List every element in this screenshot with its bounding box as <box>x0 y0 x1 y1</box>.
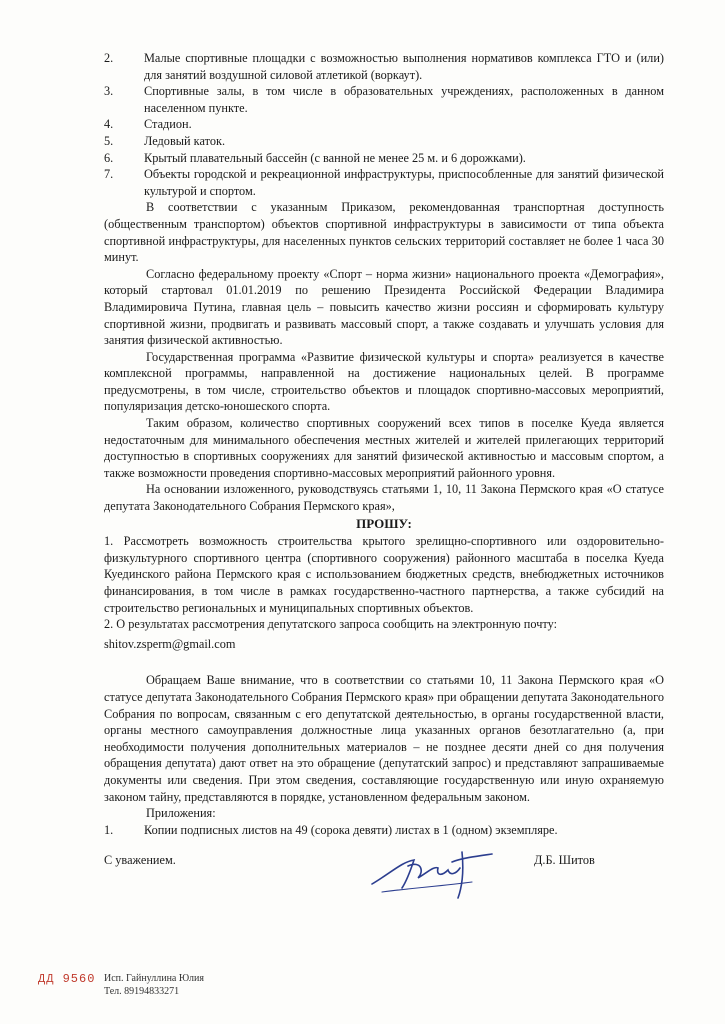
executor-phone: Тел. 89194833271 <box>104 986 180 997</box>
list-item <box>104 166 664 199</box>
executor-name: Исп. Гайнуллина Юлия <box>104 973 204 984</box>
list-item <box>104 150 664 167</box>
list-item-text: Спортивные залы, в том числе в образовательных учреждениях, расположенных в данном населенном пункте. <box>144 84 664 115</box>
executor-info <box>104 972 204 998</box>
list-item-text: Крытый плавательный бассейн (с ванной не менее 25 м. и 6 дорожками). <box>144 150 526 165</box>
list-item-number: 6. <box>104 150 114 165</box>
list-item-number: 4. <box>104 117 114 132</box>
paragraph-basis: На основании изложенного, руководствуясь статьями 1, 10, 11 Закона Пермского края «О статусе депутата Законодательного Собрания Пермского края», <box>104 482 664 514</box>
spacer <box>104 652 664 672</box>
paragraph-federal-project: Согласно федеральному проекту «Спорт – норма жизни» национального проекта «Демография», который стартовал 01.01.2019 по решению Президента Российской Федерации Владимира Владимировича Путина, главная цель – повысить качество жизни россиян и сформировать культуру спортивной жизни, продвигать и развивать массовый спорт, а также создавать и улучшать условия для занятия физической активностью. <box>104 266 664 348</box>
handwritten-signature <box>362 832 502 902</box>
paragraph-state-program: Государственная программа «Развитие физической культуры и спорта» реализуется в качестве комплексной программы, направленной на достижение национальных целей. В программе предусмотрены, в том числе, строительство объектов и площадок спортивно-массовых мероприятий, популяризация детско-юношеского спорта. <box>104 349 664 414</box>
list-item-number: 3. <box>104 84 114 99</box>
list-item-text: Стадион. <box>144 117 192 132</box>
document-body <box>104 50 664 902</box>
request-heading: ПРОШУ: <box>356 515 412 531</box>
registration-stamp: ДД 9560 <box>38 972 96 986</box>
paragraph-conclusion: Таким образом, количество спортивных сооружений всех типов в поселке Куеда является недостаточным для минимального обеспечения местных жителей и жителей прилегающих территорий доступностью в спортивных сооружениях для занятий физической активностью и массовым спортом, а также возможности проведения спортивно-массовых мероприятий районного уровня. <box>104 416 664 480</box>
list-item <box>104 83 664 116</box>
paragraph-transport: В соответствии с указанным Приказом, рекомендованная транспортная доступность (общественным транспортом) объектов спортивной инфраструктуры в зависимости от типа объекта спортивной инфраструктуры, для населенных пунктов сельских территорий составляет не более 1 часа 30 минут. <box>104 200 664 265</box>
email-address: shitov.zsperm@gmail.com <box>104 636 236 651</box>
list-item-number: 2. <box>104 51 114 65</box>
signatory-name: Д.Б. Шитов <box>534 853 595 868</box>
attachment-text: Копии подписных листов на 49 (сорока девяти) листах в 1 (одном) экземпляре. <box>144 822 558 837</box>
signature-block <box>104 852 664 902</box>
list-item-text: Объекты городской и рекреационной инфраструктуры, приспособленные для занятий физической культурой и спортом. <box>144 167 664 198</box>
list-item-number: 7. <box>104 167 114 182</box>
attachment-number: 1. <box>104 822 114 837</box>
list-item-text: Ледовый каток. <box>144 133 226 148</box>
request-item-2: 2. О результатах рассмотрения депутатского запроса сообщить на электронную почту: <box>104 617 557 632</box>
notice-paragraph: Обращаем Ваше внимание, что в соответствии со статьями 10, 11 Закона Пермского края «О статусе депутата Законодательного Собрания Пермского края» при обращении депутата Законодательного Собрания по вопросам, связанным с его депутатской деятельностью, в органы государственной власти, органы местного самоуправления должностные лица указанных органов безотлагательно (а, при необходимости получения дополнительных материалов – не позднее десяти дней со дня получения обращения депутата) дают ответ на это обращение (депутатский запрос) и представляют запрашиваемые документы или сведения. При этом сведения, составляющие государственную или иную охраняемую законом тайну, представляются в порядке, установленном федеральным законом. <box>104 673 664 804</box>
attachments-heading: Приложения: <box>146 806 216 821</box>
list-item-text: Малые спортивные площадки с возможностью выполнения нормативов комплекса ГТО и (или) для занятий воздушной силовой атлетикой (воркаут). <box>144 51 664 82</box>
list-item <box>104 50 664 83</box>
request-item-1: 1. Рассмотреть возможность строительства крытого зрелищно-спортивного или оздоровительно-физкультурного спортивного центра (спортивного сооружения) районного масштаба в поселка Куеда Куединского района Пермского края с использованием бюджетных средств, внебюджетных источников финансирования, в том числе в рамках государственно-частного партнерства, а также субсидий на строительство региональных и муниципальных спортивных объектов. <box>104 534 664 615</box>
list-item-number: 5. <box>104 133 114 148</box>
list-item <box>104 116 664 133</box>
list-item <box>104 133 664 150</box>
closing-regards: С уважением. <box>104 853 176 868</box>
facility-list <box>104 50 664 199</box>
